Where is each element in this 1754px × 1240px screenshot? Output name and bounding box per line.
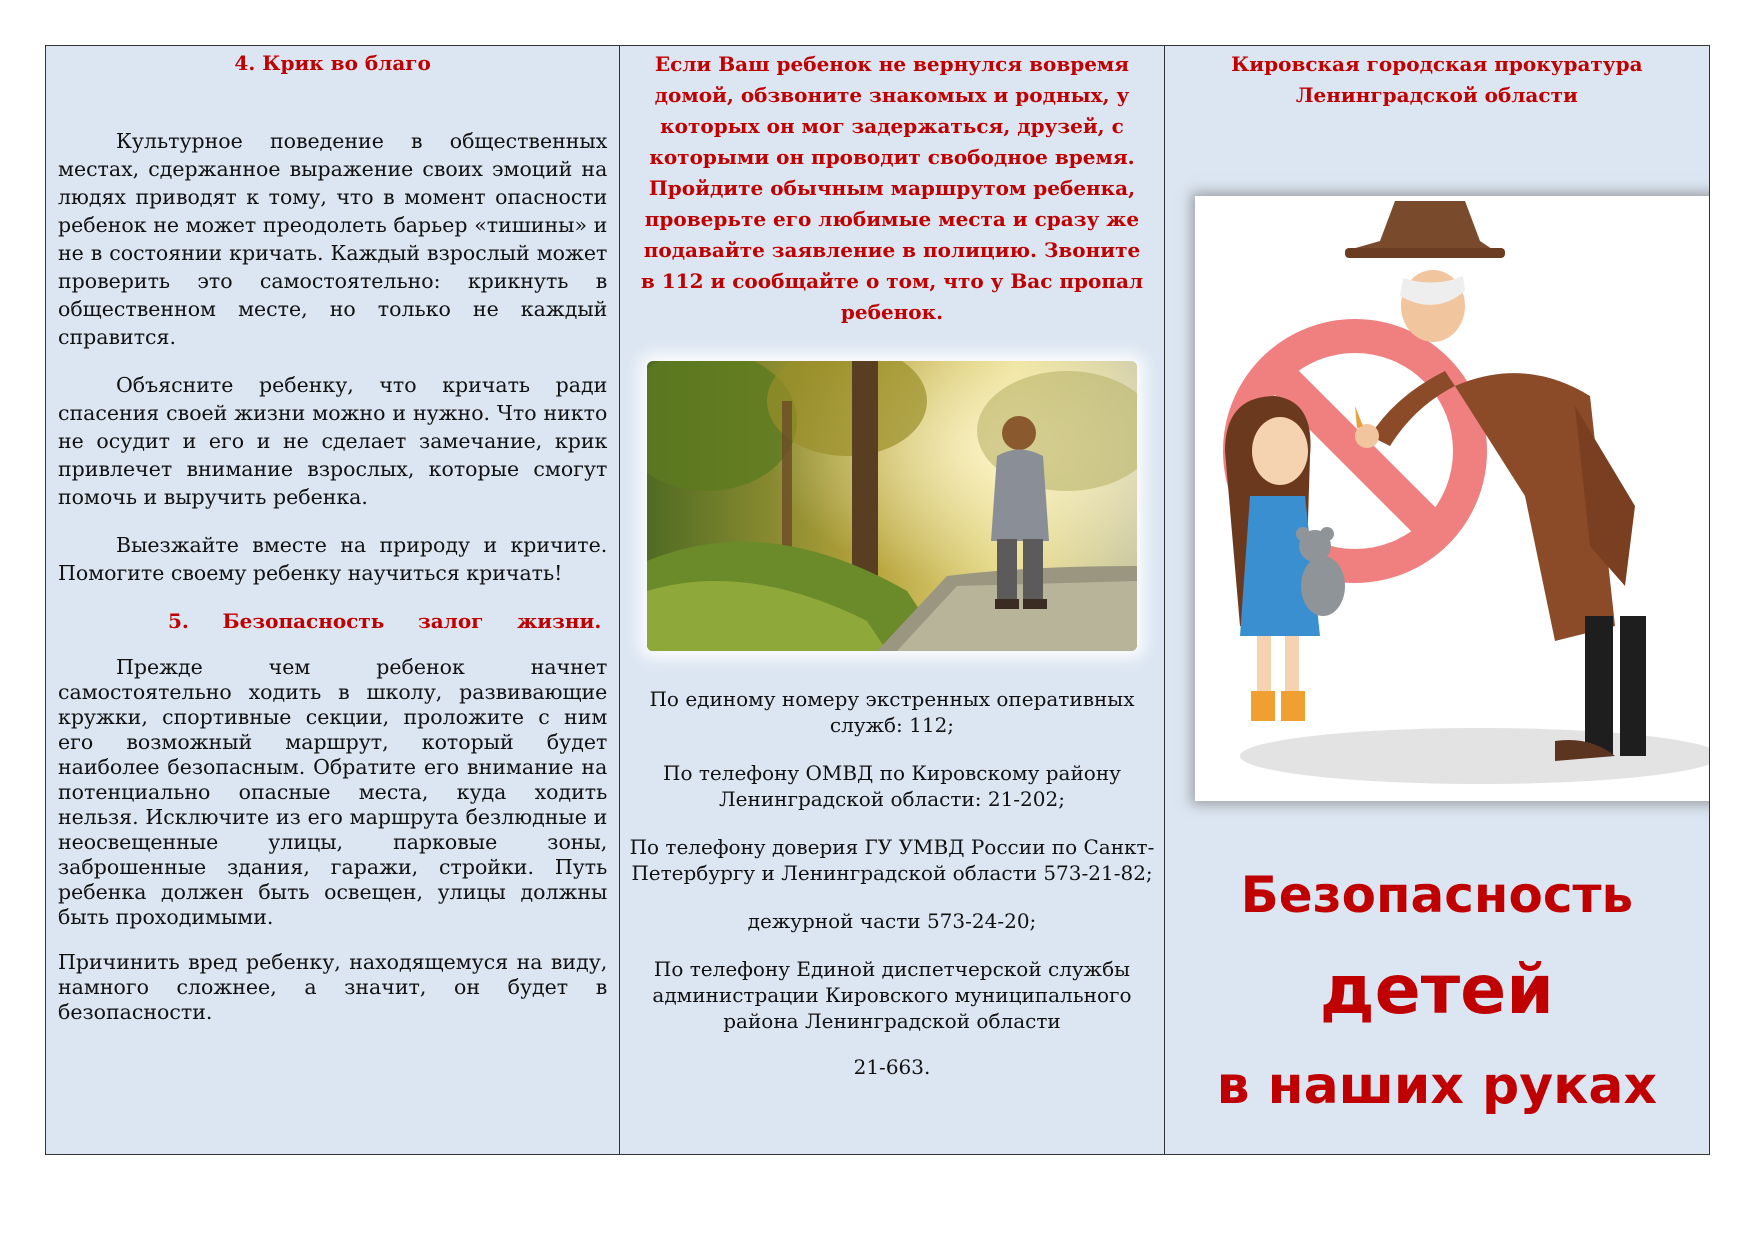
- contact-list: [628, 686, 1155, 1102]
- stranger-danger-illustration: [1195, 196, 1709, 801]
- contact-duty-unit: дежурной части 573-24-20;: [747, 909, 1037, 933]
- contact-omvd: По телефону ОМВД по Кировскому району Ленинградской области: 21-202;: [663, 761, 1121, 811]
- left-panel: [46, 46, 620, 1154]
- section-5-title: [58, 607, 607, 635]
- missing-child-warning: Если Ваш ребенок не вернулся вовремя домой, обзвоните знакомых и родных, у которых он мог задержаться, друзей, с которыми он проводит свободное время. Пройдите обычным маршрутом ребенка, проверьте его любимые места и сразу же подавайте заявление в полицию. Звоните в 112 и сообщайте о том, что у Вас пропал ребенок.: [640, 52, 1144, 324]
- contact-dispatch: По телефону Единой диспетчерской службы администрации Кировского муниципального района Ленинградской области: [652, 957, 1132, 1033]
- leaflet-sheet: [45, 45, 1710, 1155]
- contact-trust-line: По телефону доверия ГУ УМВД России по Санкт-Петербургу и Ленинградской области 573-21-82;: [629, 835, 1155, 885]
- section-5-word-3: жизни.: [517, 609, 602, 633]
- right-panel: [1165, 46, 1709, 1154]
- paragraph-route: Прежде чем ребенок начнет самостоятельно ходить в школу, развивающие кружки, спортивные секции, проложите с ним его возможный маршрут, который будет наиболее безопасным. Обратите его внимание на потенциально опасные места, куда ходить нельзя. Исключите из его маршрута безлюдные и неосвещенные улицы, парковые зоны, заброшенные здания, гаражи, стройки. Путь ребенка должен быть освещен, улицы должны быть проходимыми.: [58, 655, 608, 929]
- prosecutor-office: [1175, 49, 1699, 111]
- org-line-2: Ленинградской области: [1295, 83, 1578, 107]
- middle-panel: [620, 46, 1164, 1154]
- paragraph-visibility: Причинить вред ребенку, находящемуся на виду, намного сложнее, а значит, он будет в безопасности.: [58, 950, 608, 1024]
- paragraph-explain-shout: Объясните ребенку, что кричать ради спасения своей жизни можно и нужно. Что никто не осудит и его и не сделает замечание, крик привлечет внимание взрослых, которые смогут помочь и выручить ребенка.: [58, 373, 608, 509]
- section-5-number: 5.: [168, 609, 189, 633]
- contact-emergency: По единому номеру экстренных оперативных служб: 112;: [649, 687, 1135, 737]
- child-walking-photo: [647, 361, 1137, 651]
- section-5-word-2: залог: [418, 609, 484, 633]
- title-line-1: Безопасность: [1240, 866, 1634, 924]
- title-line-2: детей: [1319, 951, 1554, 1030]
- org-line-1: Кировская городская прокуратура: [1231, 52, 1643, 76]
- paragraph-culture: Культурное поведение в общественных местах, сдержанное выражение своих эмоций на людях приводят к тому, что в момент опасности ребенок не может преодолеть барьер «тишины» и не в состоянии кричать. Каждый взрослый может проверить это самостоятельно: крикнуть в общественном месте, но только не каждый справится.: [58, 129, 608, 349]
- paragraph-go-outdoors: Выезжайте вместе на природу и кричите. Помогите своему ребенку научиться кричать!: [58, 533, 608, 585]
- section-4-title: 4. Крик во благо: [234, 51, 431, 75]
- contact-dispatch-number: 21-663.: [853, 1055, 931, 1079]
- section-5-word-1: Безопасность: [222, 609, 385, 633]
- title-line-3: в наших руках: [1216, 1056, 1658, 1116]
